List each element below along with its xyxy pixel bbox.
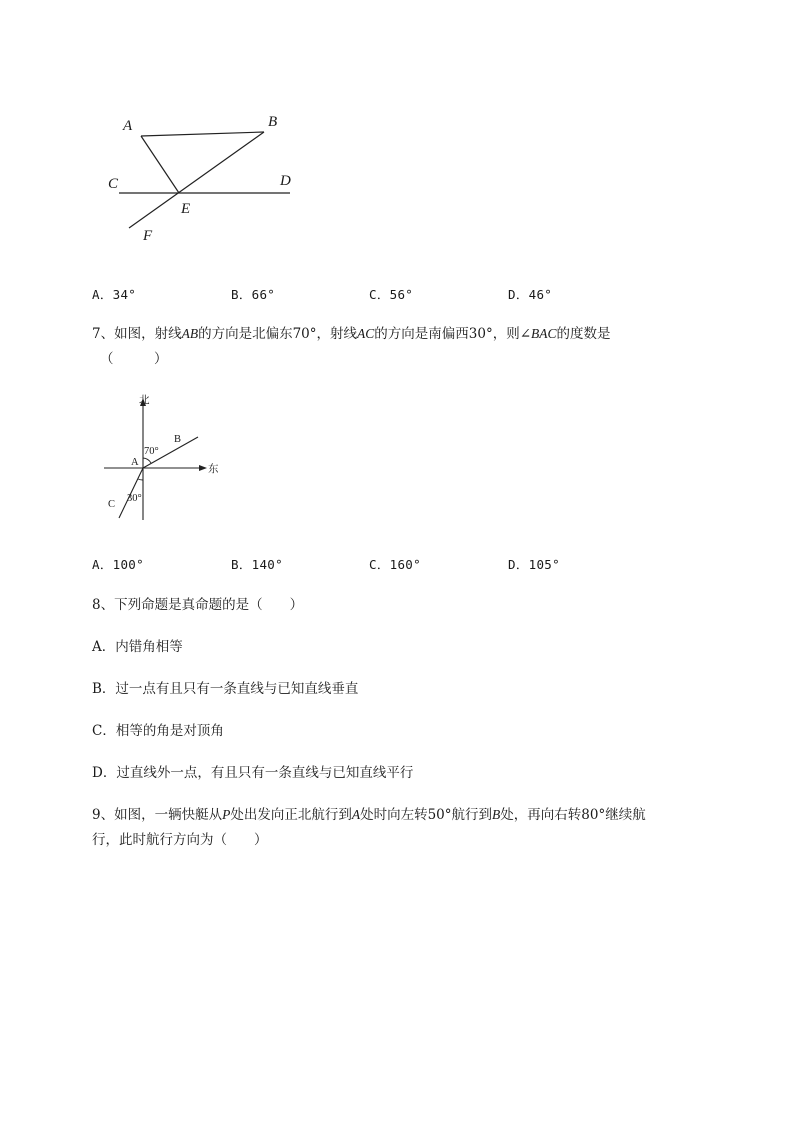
q9-text-1: 9、如图，一辆快艇从: [92, 807, 223, 823]
label-e: E: [181, 201, 191, 217]
label-point-c: C: [108, 499, 116, 510]
east-arrow-icon: [199, 465, 207, 471]
label-angle-30: 30°: [127, 493, 142, 504]
q6-option-c[interactable]: C．56°: [369, 287, 414, 302]
label-b: B: [268, 114, 278, 130]
label-angle-70: 70°: [144, 446, 159, 457]
q8-option-d[interactable]: D．过直线外一点，有且只有一条直线与已知直线平行: [92, 765, 414, 781]
label-c: C: [108, 176, 119, 192]
q8-stem: 8、下列命题是真命题的是（ ）: [92, 597, 304, 613]
q6-option-b[interactable]: B．66°: [231, 287, 276, 302]
q8-option-a[interactable]: A．内错角相等: [92, 639, 183, 655]
label-d: D: [280, 173, 291, 189]
q7-blank: （ ）: [100, 351, 168, 367]
q6-option-a[interactable]: A．34°: [92, 287, 137, 302]
label-north: 北: [139, 394, 150, 406]
label-point-a: A: [131, 457, 139, 468]
q8-option-b[interactable]: B．过一点有且只有一条直线与已知直线垂直: [92, 681, 359, 697]
figure-compass: [100, 394, 230, 524]
q9-stem-line2: 行，此时航行方向为（ ）: [92, 832, 268, 848]
q8-option-c[interactable]: C．相等的角是对顶角: [92, 723, 224, 739]
segment-ae: [141, 136, 179, 193]
q7-stem-prefix: 7、如图，射线: [92, 326, 182, 342]
q9-text-4: 处，再向右转80°继续航: [500, 807, 646, 823]
q9-point-p: P: [222, 807, 231, 822]
label-f: F: [143, 228, 153, 244]
q9-point-a: A: [351, 807, 361, 822]
compass-diagram: [100, 394, 230, 524]
q7-ray-ab: AB: [181, 326, 199, 341]
q7-angle-bac: BAC: [531, 326, 557, 341]
q7-ray-ac: AC: [357, 326, 375, 341]
label-east: 东: [208, 463, 219, 475]
angle-arc-30: [138, 479, 143, 480]
q9-text-3: 处时向左转50°航行到: [360, 807, 493, 823]
q9-stem-line1: [92, 806, 646, 824]
q7-stem: [92, 325, 611, 343]
label-point-b: B: [174, 434, 182, 445]
q7-option-b[interactable]: B．140°: [231, 557, 283, 572]
q9-text-2: 处出发向正北航行到: [230, 807, 352, 823]
line-bf: [129, 132, 264, 228]
q7-option-a[interactable]: A．100°: [92, 557, 144, 572]
angle-arc-70: [143, 458, 151, 463]
q7-option-c[interactable]: C．160°: [369, 557, 421, 572]
q9-point-b: B: [492, 807, 501, 822]
q7-stem-suffix: 的度数是: [556, 326, 611, 342]
segment-ab: [141, 132, 264, 136]
q7-stem-mid1: 的方向是北偏东70°，射线: [198, 326, 358, 342]
q6-option-d[interactable]: D．46°: [508, 287, 553, 302]
figure-parallel-lines: [100, 110, 310, 250]
q7-option-d[interactable]: D．105°: [508, 557, 560, 572]
q7-stem-mid2: 的方向是南偏西30°，则∠: [374, 326, 532, 342]
label-a: A: [123, 118, 133, 134]
